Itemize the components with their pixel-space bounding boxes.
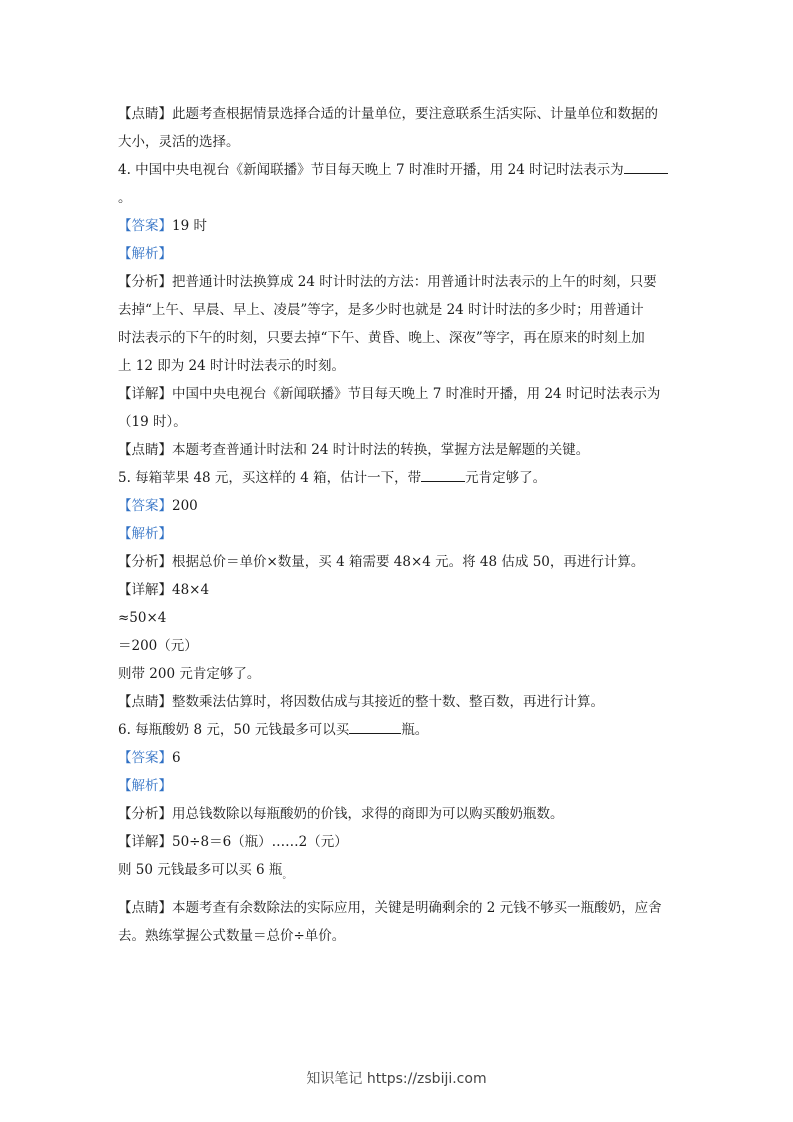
answer-tag: 【答案】 [118,750,172,766]
answer-blank [624,157,668,174]
text-line: 则带 200 元肯定够了。 [118,666,261,682]
answer-blank [421,465,465,482]
text-line: 去。熟练掌握公式数量＝总价÷单价。 [118,928,346,944]
answer-line: 【答案】6 [118,750,181,766]
document-body [118,100,678,950]
text-line: ≈50×4 [118,610,167,626]
analysis-tag: 【解析】 [118,526,172,542]
text-line: 时法表示的下午的时刻，只要去掉“下午、黄昏、晚上、深夜”等字，再在原来的时刻上加 [118,330,645,346]
text-line: 大小，灵活的选择。 [118,134,240,150]
text-line: 【详解】中国中央电视台《新闻联播》节目每天晚上 7 时准时开播，用 24 时记时法表示为 [118,386,661,402]
text-line: 【详解】50÷8＝6（瓶）……2（元） [118,834,348,850]
text-line: 【点睛】本题考查有余数除法的实际应用，关键是明确剩余的 2 元钱不够买一瓶酸奶，应舍 [118,900,662,916]
text-line: 【分析】根据总价＝单价×数量，买 4 箱需要 48×4 元。将 48 估成 50，再进行计算。 [118,554,645,570]
analysis-tag: 【解析】 [118,246,172,262]
text-line: 【分析】把普通计时法换算成 24 时计时法的方法：用普通计时法表示的上午的时刻，只要 [118,274,657,290]
text-line: （19 时）。 [118,414,187,430]
text-line: 【分析】用总钱数除以每瓶酸奶的价钱，求得的商即为可以购买酸奶瓶数。 [118,806,564,822]
analysis-tag: 【解析】 [118,778,172,794]
answer-line: 【答案】200 [118,498,198,514]
text-line: 则 50 元钱最多可以买 6 瓶$_。$ [118,862,292,881]
text-line: 【点睛】整数乘法估算时，将因数估成与其接近的整十数、整百数，再进行计算。 [118,694,604,710]
question-5: 5. 每箱苹果 48 元，买这样的 4 箱，估计一下，带 元肯定够了。 [118,464,678,492]
footer-watermark: 知识笔记 https://zsbiji.com [306,1071,487,1087]
answer-tag: 【答案】 [118,218,172,234]
answer-tag: 【答案】 [118,498,172,514]
answer-line: 【答案】19 时 [118,218,207,234]
text-line: ＝200（元） [118,638,198,654]
text-line: 【点睛】本题考查普通计时法和 24 时计时法的转换，掌握方法是解题的关键。 [118,442,590,458]
text-line: 【详解】48×4 [118,582,210,598]
question-4: 4. 中国中央电视台《新闻联播》节目每天晚上 7 时准时开播，用 24 时记时法表示为。 [118,156,678,212]
text-line: 上 12 即为 24 时计时法表示的时刻。 [118,358,346,374]
question-6: 6. 每瓶酸奶 8 元，50 元钱最多可以买 瓶。 [118,716,678,744]
text-line: 【点睛】此题考查根据情景选择合适的计量单位，要注意联系生活实际、计量单位和数据的 [118,106,658,122]
text-line: 去掉“上午、早晨、早上、凌晨”等字，是多少时也就是 24 时计时法的多少时；用普通计 [118,302,644,318]
answer-blank [349,717,401,734]
